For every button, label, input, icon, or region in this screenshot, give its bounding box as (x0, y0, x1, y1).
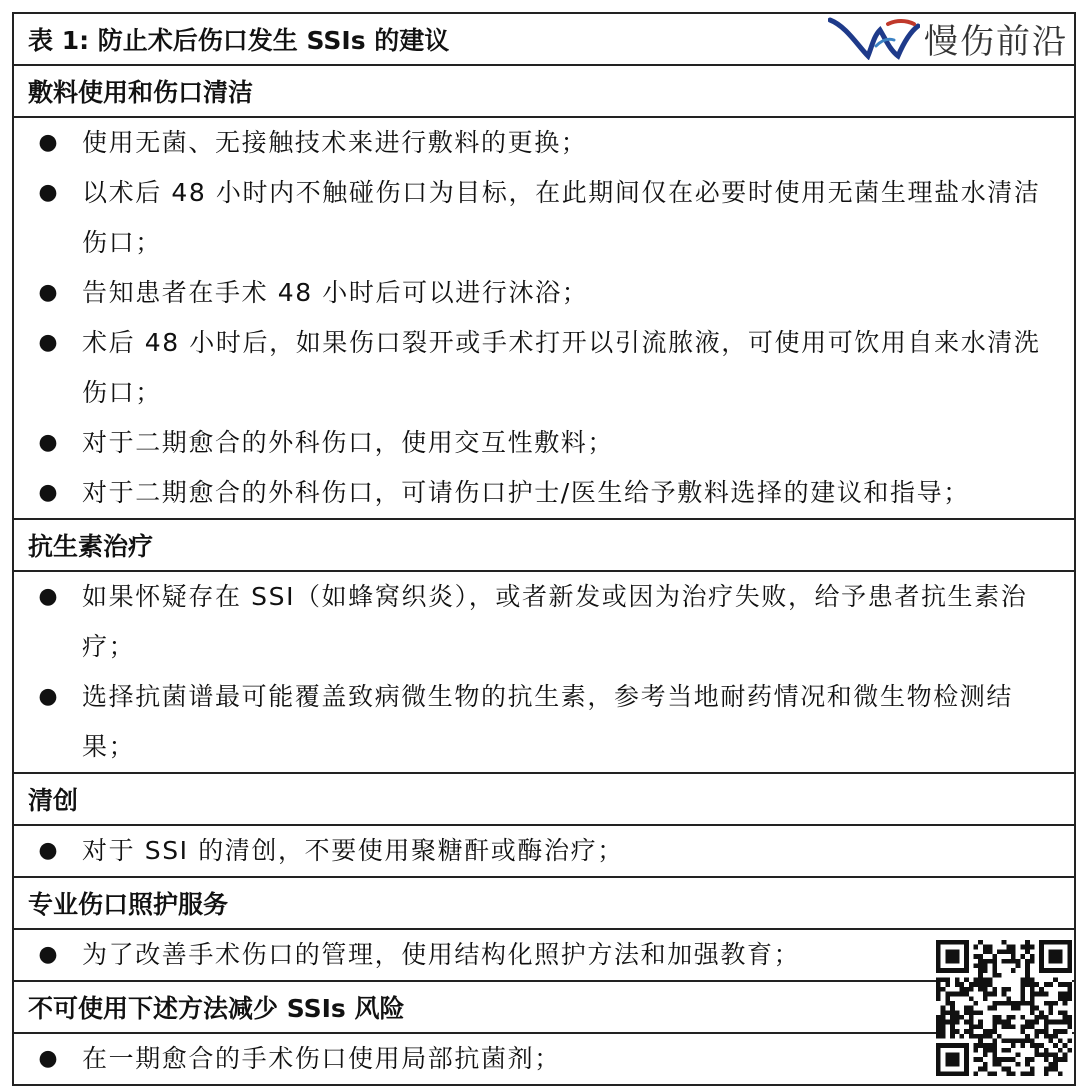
bullet-icon: ● (38, 130, 58, 155)
section-heading-text: 抗生素治疗 (28, 532, 154, 561)
logo-text: 慢伤前沿 (924, 21, 1068, 62)
section-items (14, 930, 1074, 982)
list-item-text: 对于二期愈合的外科伤口，使用交互性敷料； (82, 428, 615, 457)
section-items (14, 572, 1074, 774)
list-item (14, 930, 1074, 980)
section-heading (14, 66, 1074, 118)
section-heading-text: 敷料使用和伤口清洁 (28, 78, 254, 107)
list-item-text: 术后 48 小时后，如果伤口裂开或手术打开以引流脓液，可使用可饮用自来水清洗伤口； (82, 328, 1041, 407)
list-item (14, 468, 1074, 518)
wave-logo-icon (828, 16, 920, 60)
section-heading (14, 774, 1074, 826)
list-item (14, 418, 1074, 468)
bullet-icon: ● (38, 838, 58, 863)
list-item (14, 826, 1074, 876)
list-item-text: 告知患者在手术 48 小时后可以进行沐浴； (82, 278, 589, 307)
section-heading (14, 982, 1074, 1034)
bullet-icon: ● (38, 280, 58, 305)
bullet-icon: ● (38, 480, 58, 505)
section-items (14, 826, 1074, 878)
list-item (14, 572, 1074, 672)
section-heading-text: 专业伤口照护服务 (28, 890, 229, 919)
bullet-icon: ● (38, 180, 58, 205)
bullet-icon: ● (38, 330, 58, 355)
section-items (14, 118, 1074, 520)
bullet-icon: ● (38, 1046, 58, 1071)
section-items (14, 1034, 1074, 1084)
section-heading (14, 520, 1074, 572)
bullet-icon: ● (38, 584, 58, 609)
list-item (14, 672, 1074, 772)
qr-code-icon (936, 940, 1072, 1076)
bullet-icon: ● (38, 430, 58, 455)
list-item (14, 168, 1074, 268)
list-item-text: 选择抗菌谱最可能覆盖致病微生物的抗生素，参考当地耐药情况和微生物检测结果； (82, 682, 1014, 761)
brand-logo (828, 16, 1068, 60)
bullet-icon: ● (38, 942, 58, 967)
list-item (14, 268, 1074, 318)
recommendations-table (12, 12, 1076, 1086)
list-item-text: 如果怀疑存在 SSI（如蜂窝织炎），或者新发或因为治疗失败，给予患者抗生素治疗； (82, 582, 1028, 661)
list-item-text: 使用无菌、无接触技术来进行敷料的更换； (82, 128, 588, 157)
list-item-text: 在一期愈合的手术伤口使用局部抗菌剂； (82, 1044, 561, 1073)
list-item-text: 为了改善手术伤口的管理，使用结构化照护方法和加强教育； (82, 940, 801, 969)
list-item (14, 318, 1074, 418)
section-heading-text: 清创 (28, 786, 79, 815)
list-item-text: 对于 SSI 的清创，不要使用聚糖酐或酶治疗； (82, 836, 624, 865)
list-item (14, 1034, 1074, 1084)
list-item-text: 对于二期愈合的外科伤口，可请伤口护士/医生给予敷料选择的建议和指导； (82, 478, 970, 507)
section-heading-text: 不可使用下述方法减少 SSIs 风险 (28, 994, 405, 1023)
table-title: 表 1: 防止术后伤口发生 SSIs 的建议 (28, 26, 450, 55)
list-item-text: 以术后 48 小时内不触碰伤口为目标，在此期间仅在必要时使用无菌生理盐水清洁伤口； (82, 178, 1041, 257)
section-heading (14, 878, 1074, 930)
bullet-icon: ● (38, 684, 58, 709)
list-item (14, 118, 1074, 168)
